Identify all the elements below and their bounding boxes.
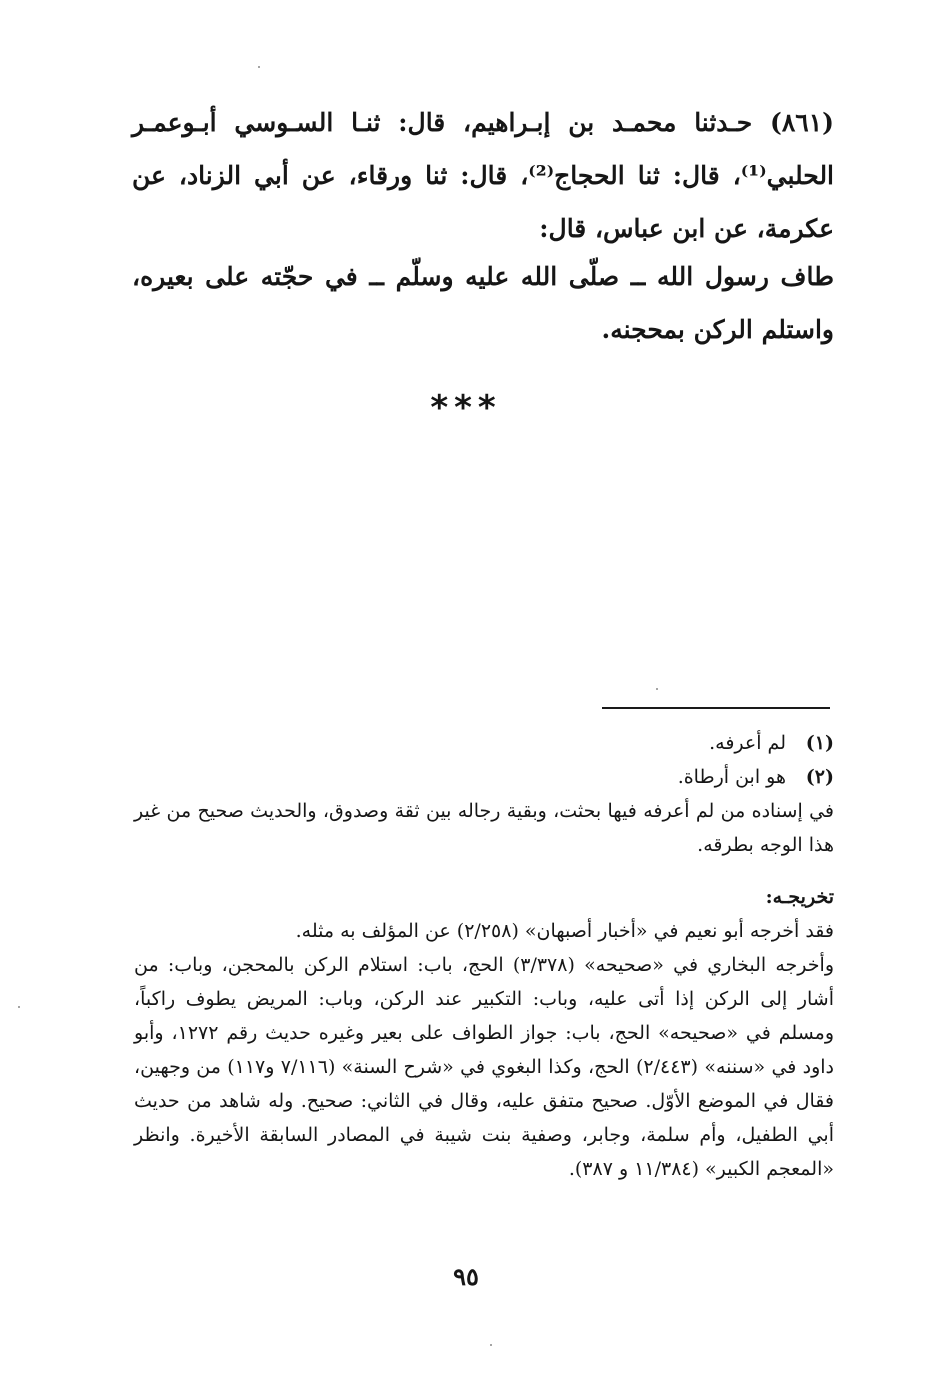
footnote-1 xyxy=(134,726,834,760)
footnote-note: في إسناده من لم أعرفه فيها بحثت، وبقية رجاله بين ثقة وصدوق، والحديث صحيح من غير هذا الوجه بطرقه. xyxy=(134,800,834,856)
section-separator: *** xyxy=(430,388,502,428)
footnote-2 xyxy=(134,760,834,794)
page-number: ٩٥ xyxy=(453,1262,479,1291)
scan-speck xyxy=(258,66,260,68)
takhrij-section xyxy=(134,880,834,1186)
scan-speck xyxy=(656,688,658,690)
hadith-matn: طاف رسول الله ــ صلّى الله عليه وسلّم ــ في حجّته على بعيره، واستلم الركن بمحجنه. xyxy=(132,262,834,344)
footnote-text: لم أعرفه. xyxy=(709,732,786,754)
takhrij-paragraph-2: وأخرجه البخاري في «صحيحه» (٣/٣٧٨) الحج، باب: استلام الركن بالمحجن، وباب: من أشار إلى الركن إذا أتى عليه، وباب: التكبير عند الركن، وباب: المريض يطوف راكباً، ومسلم في «صحيحه» الحج، باب: جواز الطواف على بعير وغيره حديث رقم ١٢٧٢، وأبو داود في «سننه» (٢/٤٤٣) الحج، وكذا البغوي في «شرح السنة» (٧/١١٦ و١١٧) من وجهين، فقال في الموضع الأوّل. صحيح متفق عليه، وقال في الثاني: صحيح. وله شاهد من حديث أبي الطفيل، وأم سلمة، وجابر، وصفية بنت شيبة في المصادر السابقة الأخيرة. وانظر «المعجم الكبير» (١١/٣٨٤ و ٣٨٧). xyxy=(134,954,835,1180)
hadith-isnad: حـدثنا محمـد بن إبـراهيم، قال: ثنـا السـوسي أبـوعمـر الحلبي⁽¹⁾، قال: ثنا الحجاج⁽²⁾، قال: ثنا ورقاء، عن أبي الزناد، عن عكرمة، عن ابن عباس، قال: xyxy=(132,108,835,243)
footnote-number: (٢) xyxy=(805,766,834,788)
hadith-isnad-paragraph xyxy=(132,96,834,255)
takhrij-heading: تخريجـه: xyxy=(765,886,834,908)
hadith-number: (٨٦١) xyxy=(770,108,834,137)
takhrij-paragraph-1: فقد أخرجه أبو نعيم في «أخبار أصبهان» (٢/٢٥٨) عن المؤلف به مثله. xyxy=(295,920,834,942)
footnote-divider xyxy=(602,707,830,709)
scan-speck xyxy=(18,1006,20,1008)
footnotes xyxy=(134,726,834,862)
footnote-number: (١) xyxy=(805,732,834,754)
scan-speck xyxy=(490,1344,492,1346)
footnote-text: هو ابن أرطاة. xyxy=(677,766,786,788)
